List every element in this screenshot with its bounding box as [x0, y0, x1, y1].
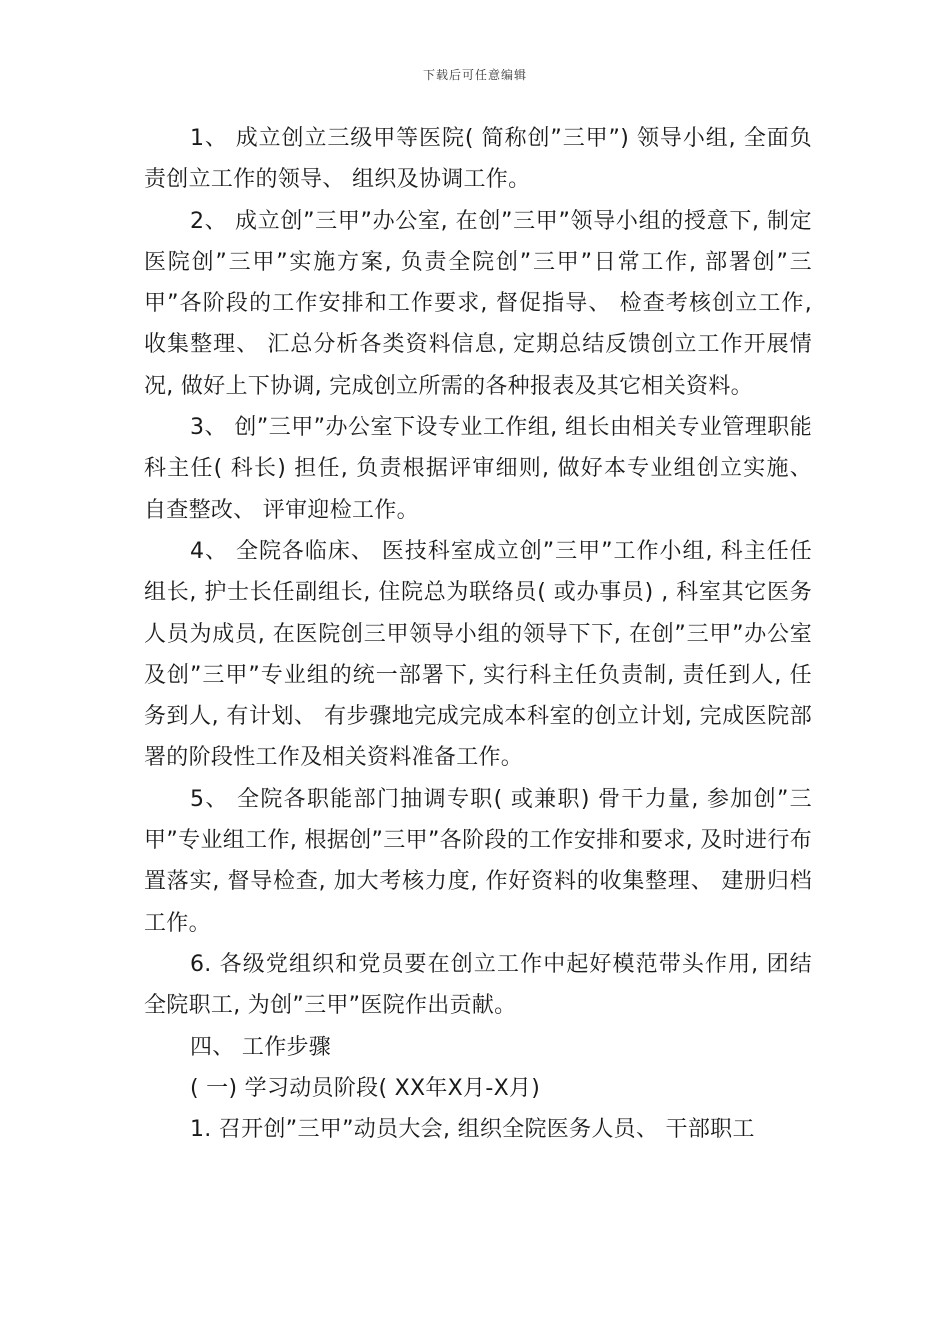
paragraph-4: 4、 全院各临床、 医技科室成立创”三甲”工作小组, 科主任任组长, 护士长任副组长, 住院总为联络员( 或办事员) , 科室其它医务人员为成员, 在医院创三甲领导小组的领导下下, 在创”三甲”办公室及创”三甲”专业组的统一部署下, 实行科主任负责制, 责任到人, 任务到人, 有计划、 有步骤地完成完成本科室的创立计划, 完成医院部署的阶段性工作及相关资料准备工作。	[144, 538, 812, 771]
paragraph-5: 5、 全院各职能部门抽调专职( 或兼职) 骨干力量, 参加创”三甲”专业组工作, 根据创”三甲”各阶段的工作安排和要求, 及时进行布置落实, 督导检查, 加大考核力度, 作好资料的收集整理、 建册归档工作。	[144, 786, 812, 936]
document-body	[144, 118, 812, 1150]
paragraph-3: 3、 创”三甲”办公室下设专业工作组, 组长由相关专业管理职能科主任( 科长) 担任, 负责根据评审细则, 做好本专业组创立实施、 自查整改、 评审迎检工作。	[144, 415, 812, 523]
paragraph-step-1: 1. 召开创”三甲”动员大会, 组织全院医务人员、 干部职工	[190, 1117, 755, 1143]
paragraph-1: 1、 成立创立三级甲等医院( 简称创”三甲”) 领导小组, 全面负责创立工作的领导、 组织及协调工作。	[144, 126, 812, 193]
header-note: 下载后可任意编辑	[422, 68, 527, 82]
paragraph-2: 2、 成立创”三甲”办公室, 在创”三甲”领导小组的授意下, 制定医院创”三甲”实施方案, 负责全院创”三甲”日常工作, 部署创”三甲”各阶段的工作安排和工作要求, 督促指导、 检查考核创立工作, 收集整理、 汇总分析各类资料信息, 定期总结反馈创立工作开展情况, 做好上下协调, 完成创立所需的各种报表及其它相关资料。	[144, 208, 812, 399]
section-heading-steps: 四、 工作步骤	[190, 1034, 332, 1060]
paragraph-6: 6. 各级党组织和党员要在创立工作中起好模范带头作用, 团结全院职工, 为创”三甲”医院作出贡献。	[144, 951, 812, 1019]
subsection-heading-study: ( 一) 学习动员阶段( XX年X月-X月)	[190, 1075, 541, 1101]
